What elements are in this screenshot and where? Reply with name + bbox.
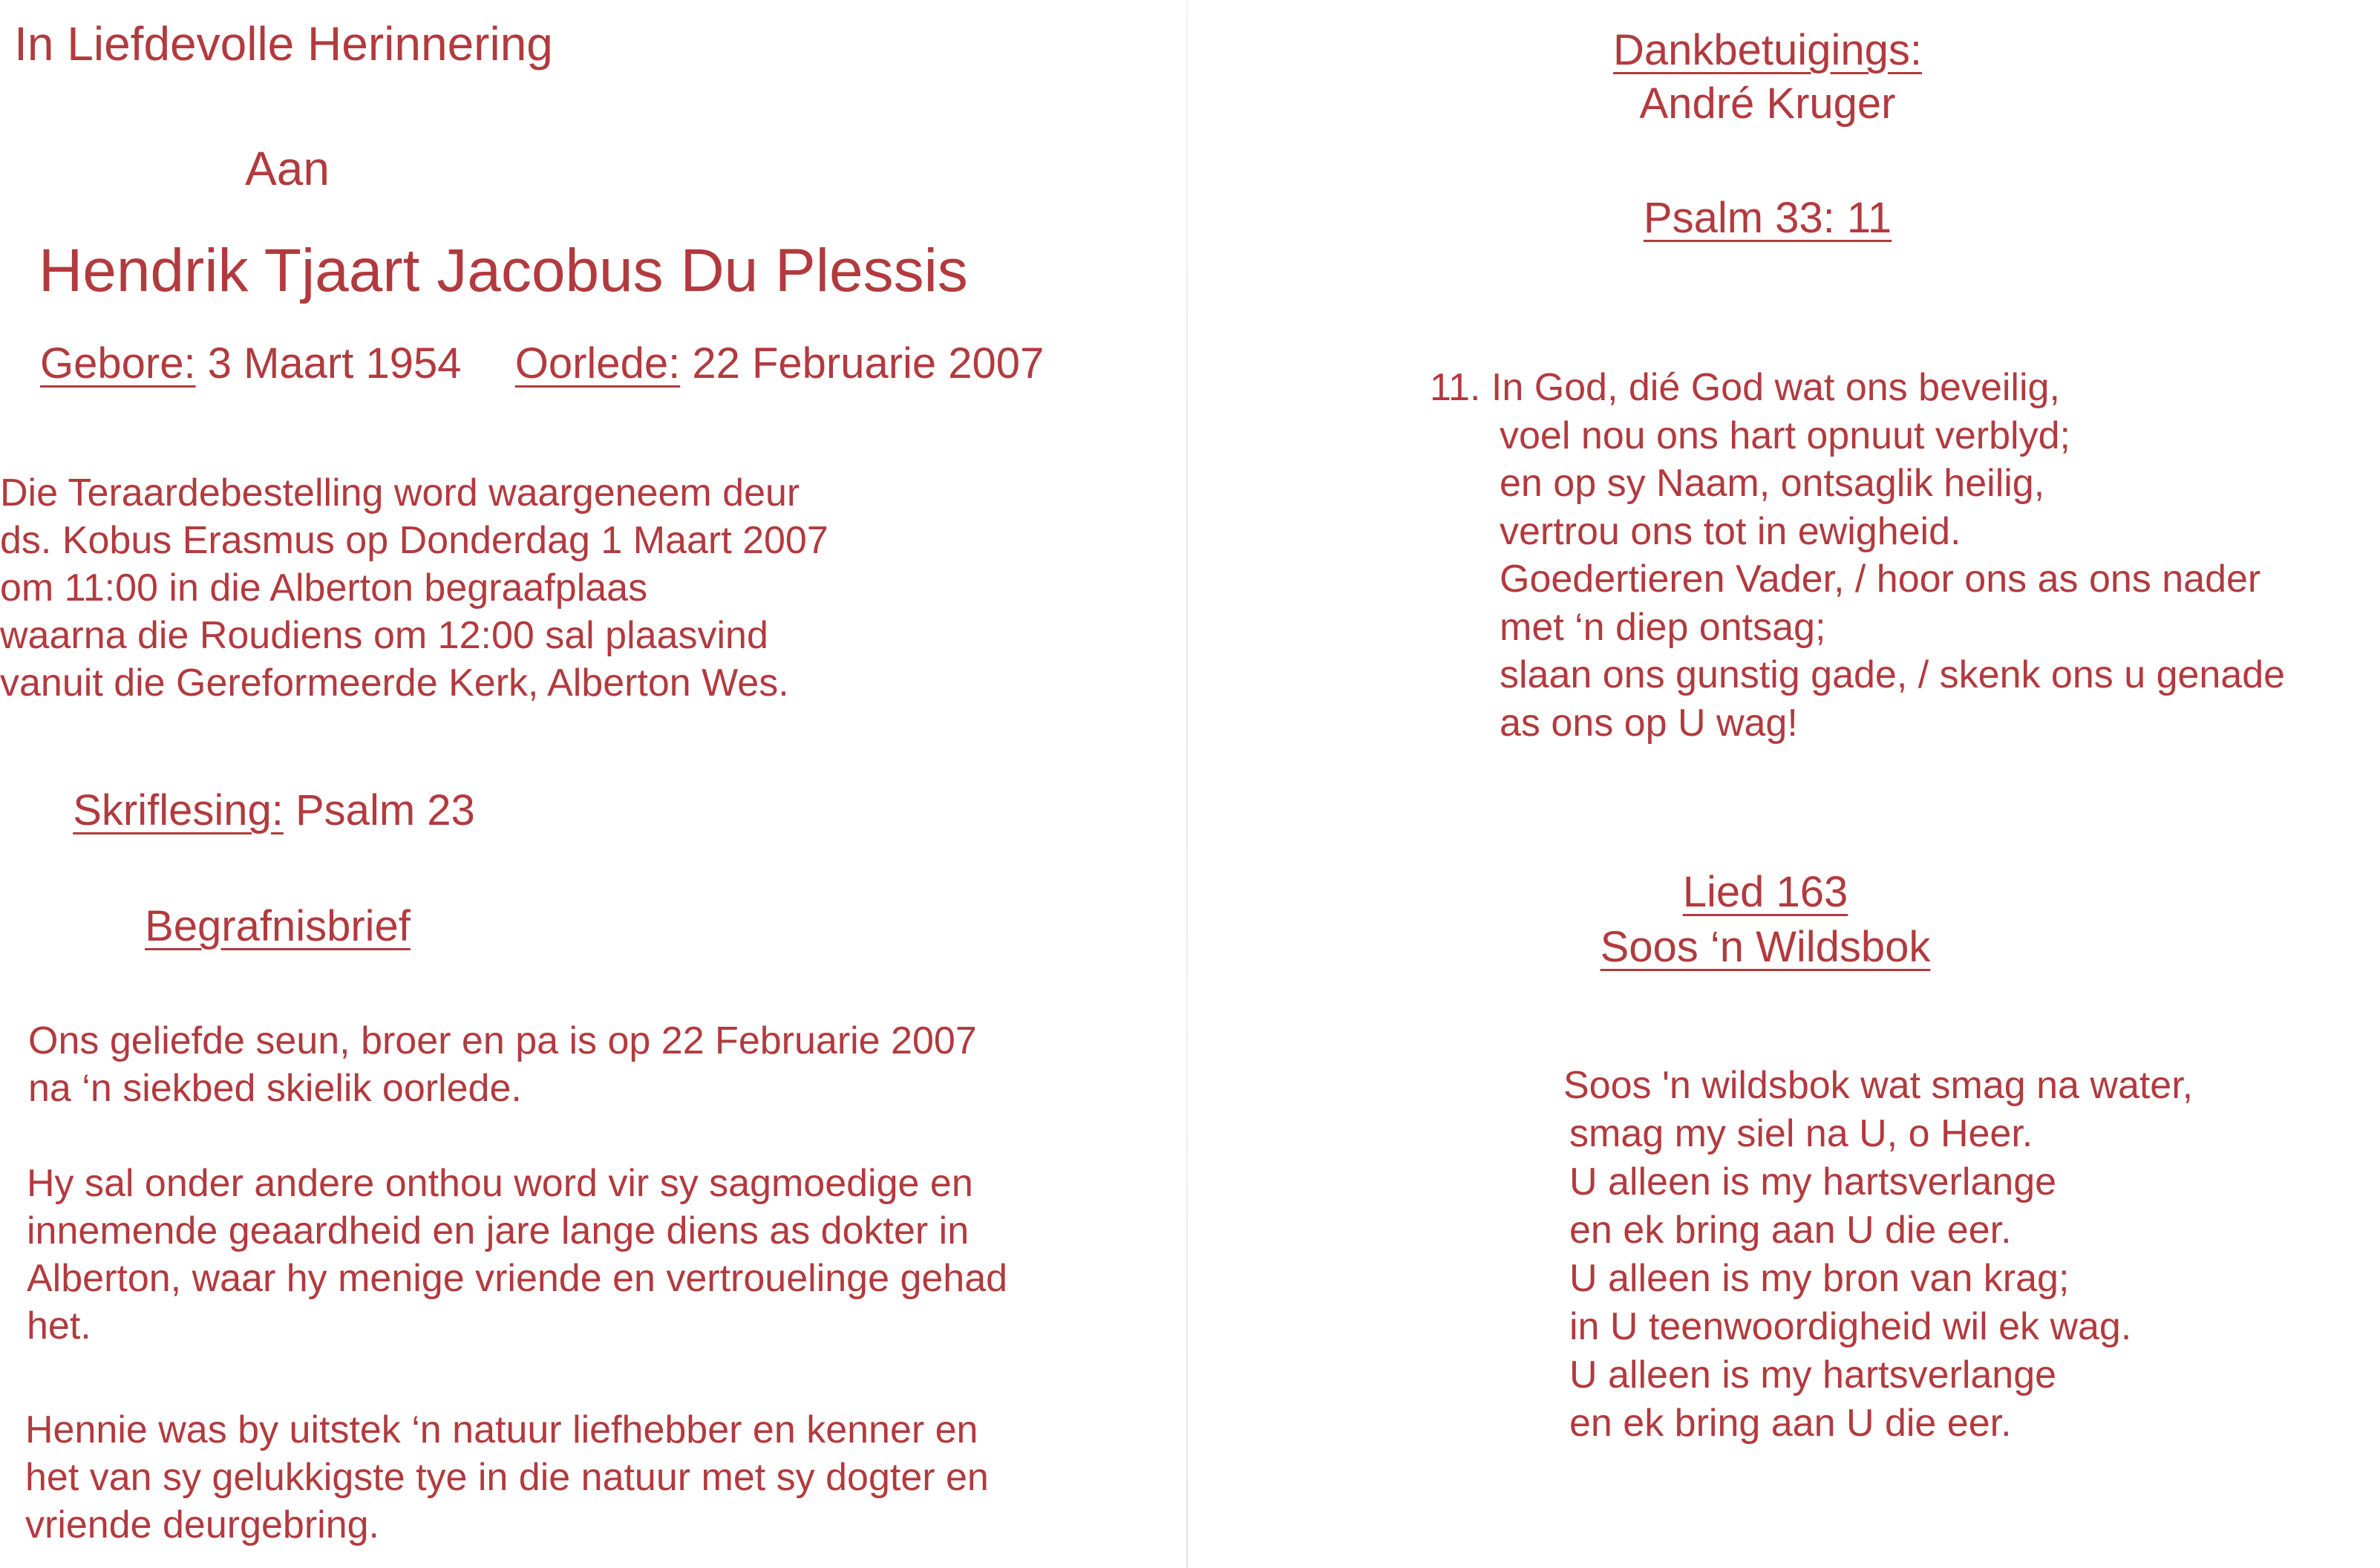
letter-paragraph-1: [28, 1017, 977, 1112]
paragraph-line: het van sy gelukkigste tye in die natuur met sy dogter en: [25, 1456, 989, 1499]
service-line: Die Teraardebestelling word waargeneem deur: [0, 471, 800, 514]
song-number: Lied 163: [1682, 868, 1848, 916]
paragraph-line: Alberton, waar hy menige vriende en vertrouelinge gehad: [27, 1257, 1008, 1300]
thanks-name: André Kruger: [1639, 79, 1896, 128]
letter-paragraph-3: [25, 1406, 989, 1549]
song-line: Soos 'n wildsbok wat smag na water,: [1563, 1064, 2194, 1107]
song-line: U alleen is my bron van krag;: [1569, 1257, 2070, 1300]
psalm-line: Goedertieren Vader, / hoor ons as ons nader: [1500, 558, 2261, 601]
paragraph-line: innemende geaardheid en jare lange diens as dokter in: [27, 1209, 970, 1252]
song-title: Soos ‘n Wildsbok: [1600, 923, 1931, 971]
left-page: [0, 0, 1188, 1568]
reading-label: Skriflesing:: [73, 786, 284, 834]
song-line: U alleen is my hartsverlange: [1569, 1160, 2057, 1203]
born-date: 3 Maart 1954: [207, 339, 462, 388]
psalm-verse: [1430, 364, 2285, 747]
psalm-title: Psalm 33: 11: [1643, 194, 1892, 242]
paragraph-line: Ons geliefde seun, broer en pa is op 22 Februarie 2007: [28, 1019, 977, 1062]
psalm-line: slaan ons gunstig gade, / skenk ons u genade: [1500, 653, 2286, 696]
psalm-line: en op sy Naam, ontsaglik heilig,: [1500, 462, 2045, 505]
song-line: en ek bring aan U die eer.: [1569, 1402, 2012, 1445]
service-line: om 11:00 in die Alberton begraafplaas: [0, 566, 648, 610]
died-label: Oorlede:: [514, 339, 681, 388]
memorial-heading: In Liefdevolle Herinnering: [14, 17, 553, 71]
psalm-line: 11. In God, dié God wat ons beveilig,: [1430, 366, 2060, 409]
song-line: smag my siel na U, o Heer.: [1569, 1112, 2033, 1155]
paragraph-line: het.: [27, 1304, 91, 1348]
thanks-label: Dankbetuigings:: [1613, 26, 1922, 74]
service-details: [0, 469, 828, 707]
letter-title: Begrafnisbrief: [145, 902, 411, 950]
died-date: 22 Februarie 2007: [692, 339, 1044, 388]
reading-value: Psalm 23: [295, 786, 475, 834]
song-line: U alleen is my hartsverlange: [1569, 1353, 2057, 1396]
song-lyrics: [1563, 1062, 2193, 1448]
psalm-line: met ‘n diep ontsag;: [1500, 605, 1826, 649]
song-line: in U teenwoordigheid wil ek wag.: [1569, 1305, 2132, 1348]
letter-paragraph-2: [27, 1160, 1007, 1350]
paragraph-line: na ‘n siekbed skielik oorlede.: [28, 1067, 522, 1110]
song-line: en ek bring aan U die eer.: [1569, 1209, 2012, 1252]
service-line: ds. Kobus Erasmus op Donderdag 1 Maart 2007: [0, 519, 828, 562]
scripture-reading: [0, 785, 548, 835]
to-label: Aan: [245, 142, 330, 195]
paragraph-line: Hy sal onder andere onthou word vir sy sagmoedige en: [27, 1162, 973, 1205]
psalm-line: voel nou ons hart opnuut verblyd;: [1500, 414, 2070, 457]
service-line: waarna die Roudiens om 12:00 sal plaasvind: [0, 614, 768, 657]
paragraph-line: Hennie was by uitstek ‘n natuur liefhebber en kenner en: [25, 1408, 978, 1451]
born-label: Gebore:: [40, 339, 196, 388]
right-page: [1188, 0, 2380, 1568]
psalm-line: vertrou ons tot in ewigheid.: [1500, 509, 1961, 553]
dates-line: [40, 339, 1044, 388]
paragraph-line: vriende deurgebring.: [25, 1503, 379, 1546]
psalm-line: as ons op U wag!: [1500, 701, 1798, 745]
service-line: vanuit die Gereformeerde Kerk, Alberton Wes.: [0, 662, 789, 705]
deceased-name: Hendrik Tjaart Jacobus Du Plessis: [39, 237, 968, 304]
